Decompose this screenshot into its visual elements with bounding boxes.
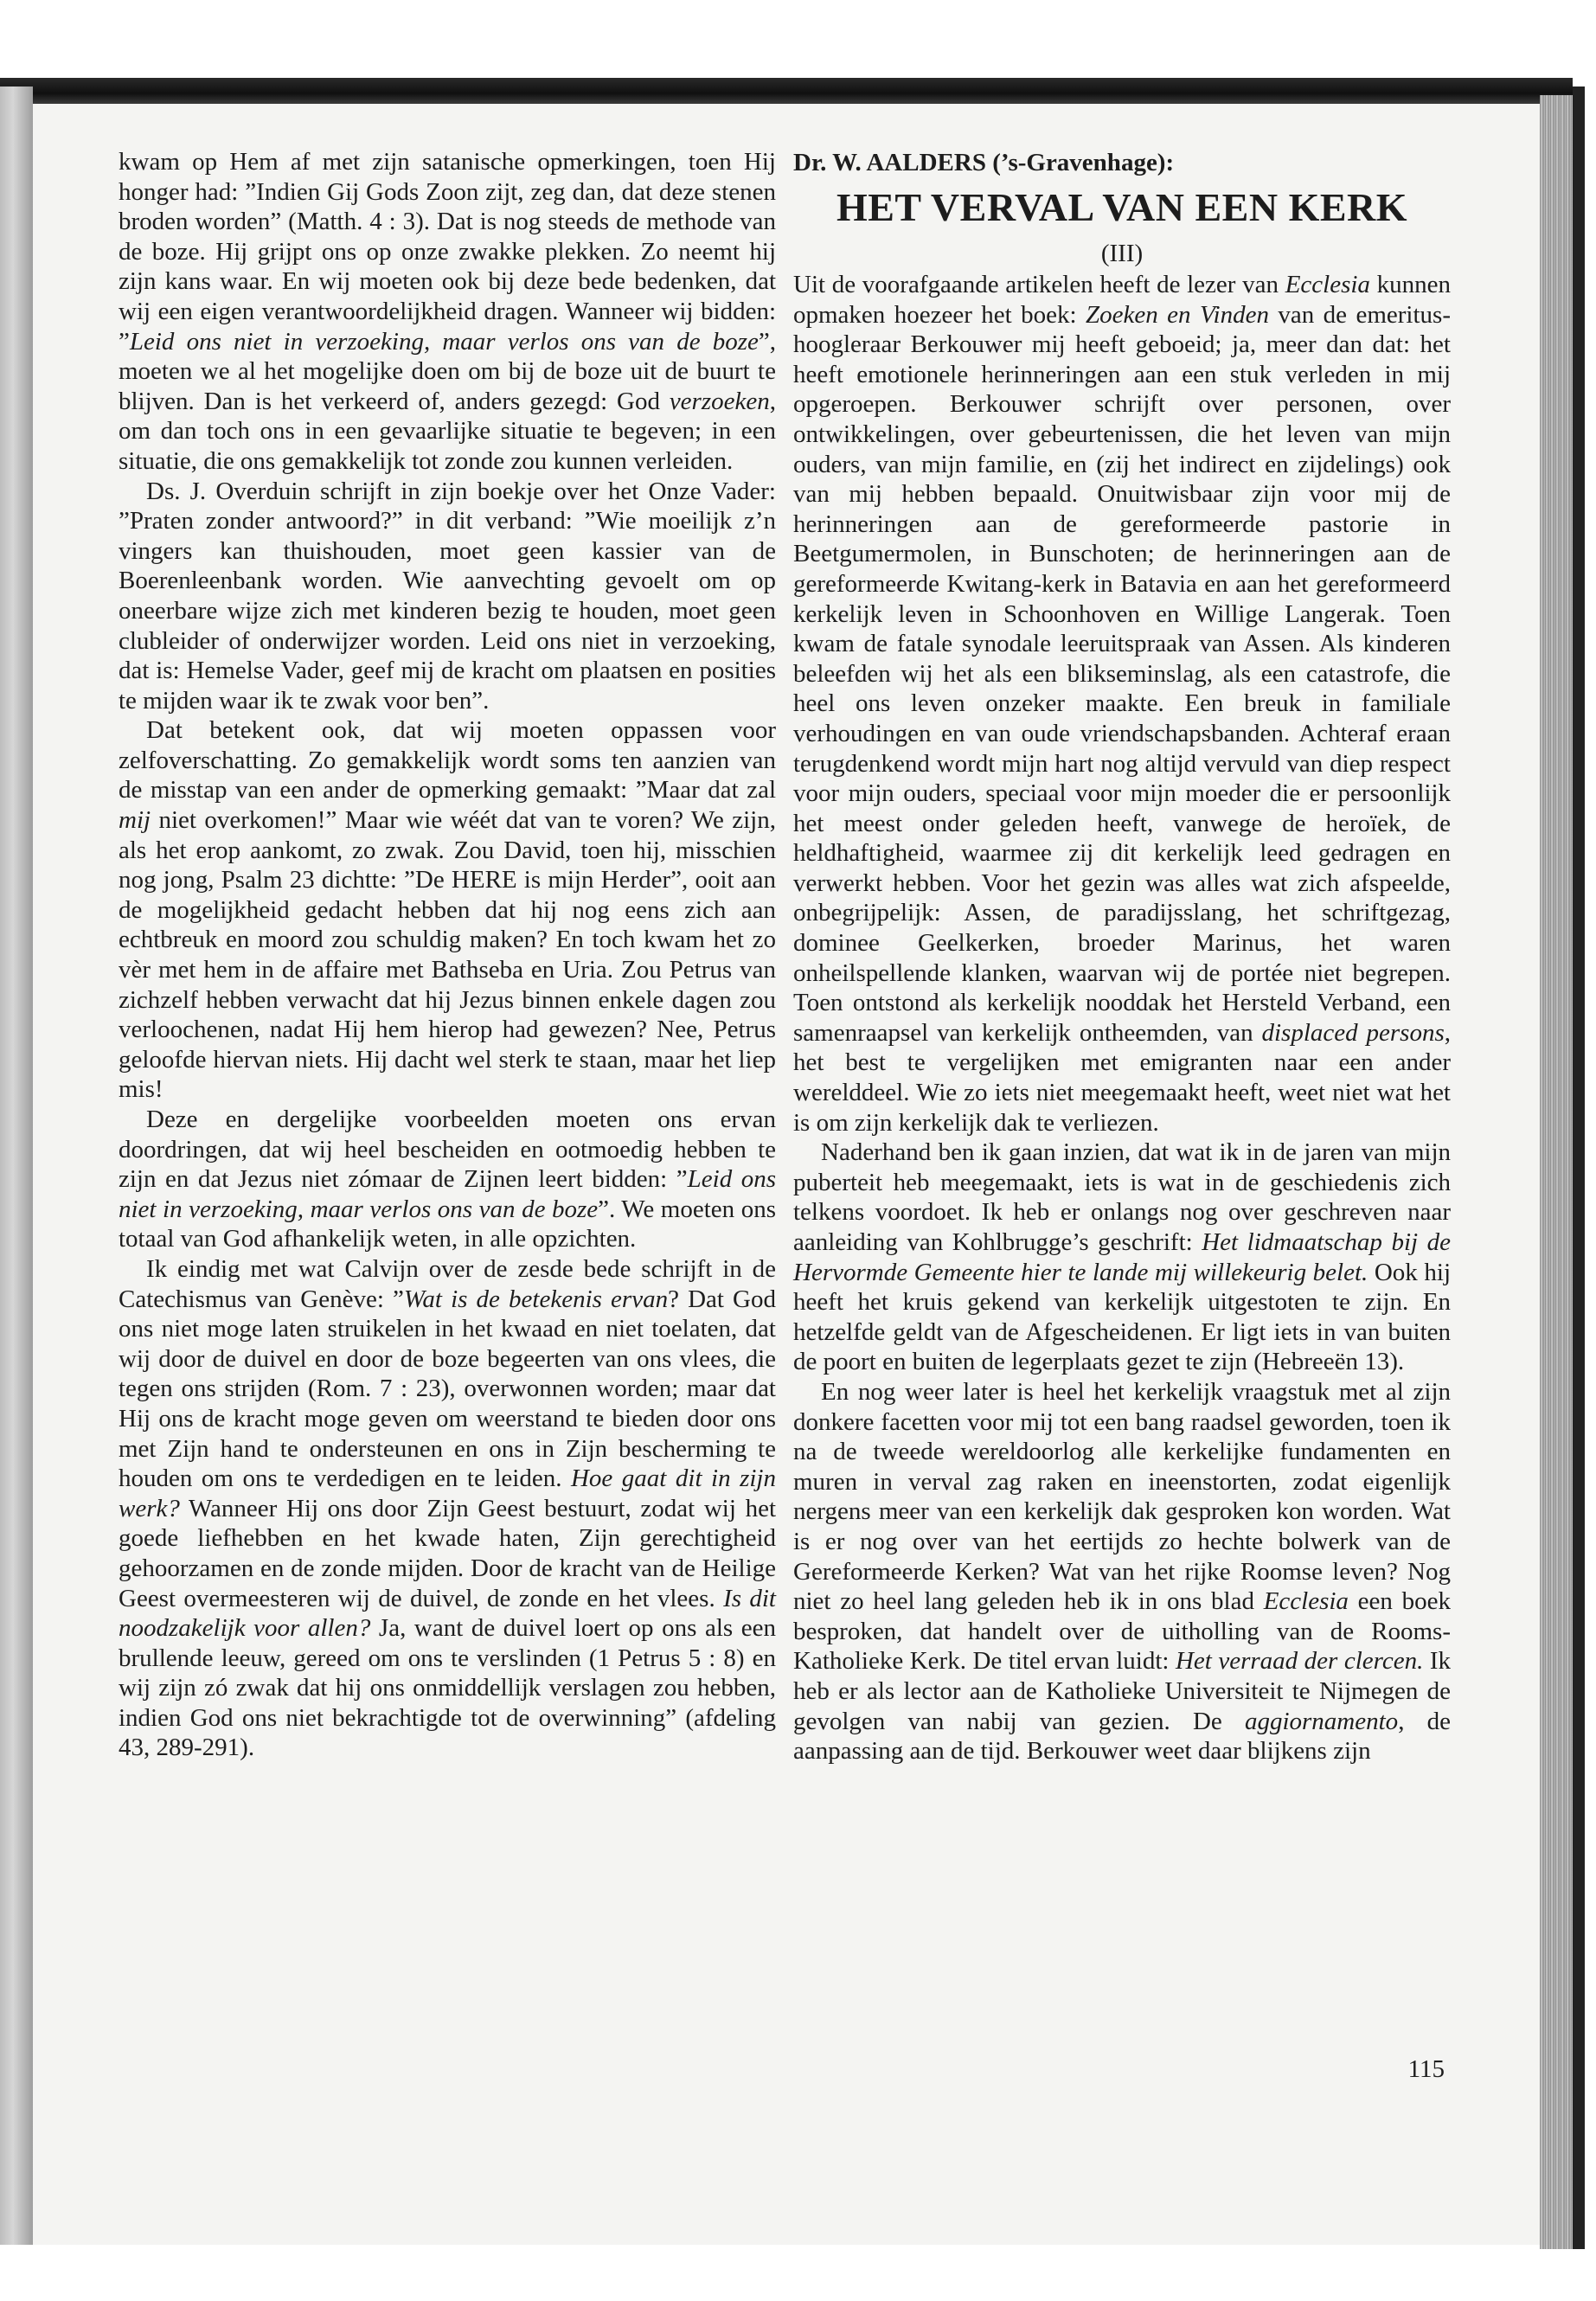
text-run: Dat betekent ook, dat wij moeten oppassen voor zelfoverschatting. Zo gemakkelijk wordt soms ten aanzien van de misstap van een ander de opmerking gemaakt: ”Maar dat zal [119, 716, 776, 804]
text-run: Ik heb er als lector aan de Katholieke Universiteit te Nijmegen de gevolgen van nabij van gezien. De [793, 1647, 1451, 1735]
text-run: Ja, want de duivel loert op ons als een brullende leeuw, gereed om ons te verslinden (1 Petrus 5 : 8) en wij zijn zó zwak dat hij ons onmiddellijk verslagen zou hebben, indien God ons niet bekrachtigde tot de overwinning” (afdeling 43, 289-291). [119, 1614, 776, 1762]
scan-border-left [0, 87, 33, 2245]
text-run: kwam op Hem af met zijn satanische opmerkingen, toen Hij honger had: ”Indien Gij Gods Zoon zijt, zeg dan, dat deze stenen broden worden” (Matth. 4 : 3). Dat is nog steeds de methode van de boze. Hij grijpt ons op onze zwakke plekken. Zo neemt hij zijn kans waar. En wij moeten ook bij deze bede bedenken, dat wij een eigen verantwoordelijkheid dragen. Wanneer wij bidden: ” [119, 148, 776, 356]
text-run: ”, moeten we al het mogelijke doen om bij de boze uit de buurt te blijven. Dan is het verkeerd of, anders gezegd: God [119, 327, 776, 415]
left-paragraph-5 [119, 1254, 776, 1763]
left-column [119, 147, 776, 1763]
italic-term: aggiornamento [1244, 1707, 1399, 1735]
text-run: niet overkomen!” Maar wie wéét dat van te voren? We zijn, als het erop aankomt, zo zwak. Zou David, toen hij, misschien nog jong, Psalm 23 dichtte: ”De HERE is mijn Herder”, ooit aan de mogelijkheid gedacht hebben dat hij nog eens zich aan echtbreuk en moord zou schuldig maken? En toch kwam het zo vèr met hem in de affaire met Bathseba en Uria. Zou Petrus van zichzelf hebben verwacht dat hij Jezus binnen enkele dagen zou verloochenen, nadat Hij hem hierop had gewezen? Nee, Petrus geloofde hiervan niets. Hij dacht wel sterk te staan, maar het liep mis! [119, 806, 776, 1104]
left-paragraph-2: Ds. J. Overduin schrijft in zijn boekje over het Onze Vader: ”Praten zonder antwoord?” in dit verband: ”Wie moeilijk z’n vingers kan thuishouden, moet geen kassier van de Boerenleenbank worden. Wie aanvechting gevoelt om op oneerbare wijze zich met kinderen bezig te houden, moet geen clubleider of onderwijzer worden. Leid ons niet in verzoeking, dat is: Hemelse Vader, geef mij de kracht om plaatsen en posities te mijden waar ik te zwak voor ben”. [119, 477, 776, 715]
text-run: van de emeritus-hoogleraar Berkouwer mij heeft geboeid; ja, meer dan dat: het heeft emotionele herinneringen aan een stuk verleden in mij opgeroepen. Berkouwer schrijft over personen, over ontwikkelingen, over gebeurtenissen, die het leven van mijn ouders, van mijn familie, en (zij het indirect en zijdelings) ook van mij hebben bepaald. Onuitwisbaar zijn voor mij de herinneringen aan de gereformeerde pastorie in Beetgumermolen, in Bunschoten; de herinneringen aan de gereformeerde Kwitang-kerk in Batavia en aan het gereformeerd kerkelijk leven in Schoonhoven en Willige Langerak. Toen kwam de fatale synodale leeruitspraak van Assen. Als kinderen beleefden wij het als een blikseminslag, als een catastrofe, die heel ons leven onzeker maakte. Een breuk in familiale verhoudingen en van oude vriendschapsbanden. Achteraf eraan terugdenkend wordt mijn hart nog altijd vervuld van diep respect voor mijn ouders, speciaal voor mijn moeder die er persoonlijk het meest onder geleden heeft, vanwege de heroïek, de heldhaftigheid, waarmee zij dit kerkelijk leed gedragen en verwerkt hebben. Voor het gezin was alles wat zich afspeelde, onbegrijpelijk: Assen, de paradijsslang, het schriftgezag, dominee Geelkerken, broeder Marinus, het waren onheilspellende klanken, waarvan wij de portée niet begrepen. Toen ontstond als kerkelijk nooddak het Hersteld Verband, een samenraapsel van kerkelijk ontheemden, van [793, 300, 1451, 1047]
text-run: Ook hij heeft het kruis gekend van kerkelijk uitgestoten te zijn. En hetzelfde geldt van de Afgescheidenen. Er ligt iets in van buiten de poort en buiten de legerplaats gezet te zijn (Hebreeën 13). [793, 1258, 1451, 1376]
left-paragraph-4 [119, 1105, 776, 1254]
text-run: een boek besproken, dat handelt over de uitholling van de Rooms-Katholieke Kerk. De titel ervan luidt: [793, 1587, 1451, 1676]
text-run: Naderhand ben ik gaan inzien, dat wat ik in de jaren van mijn puberteit heb meegemaakt, iets is wat in de geschiedenis zich telkens voordoet. Ik heb er onlangs nog over geschreven naar aanleiding van Kohlbrugge’s geschrift: [793, 1138, 1451, 1256]
article-part-number: (III) [1100, 240, 1144, 267]
italic-quote: Leid ons niet in verzoeking, maar verlos ons van de boze [119, 1165, 777, 1223]
scan-border-top [0, 78, 1573, 104]
text-run: , het best te vergelijken met emigranten naar een ander werelddeel. Wie zo iets niet meegemaakt heeft, weet niet wat het is om zijn kerkelijk dak te verliezen. [793, 1018, 1452, 1137]
book-page-edges [1540, 95, 1573, 2249]
italic-book-title: Zoeken en Vinden [1086, 300, 1269, 329]
author-byline: Dr. W. AALDERS (’s-Gravenhage): [793, 149, 1175, 176]
text-run: kunnen opmaken hoezeer het boek: [793, 271, 1451, 329]
italic-book-title: Het lidmaatschap bij de Hervormde Gemeente hier te lande mij willekeurig belet. [793, 1228, 1451, 1286]
page-number: 115 [1407, 2055, 1445, 2083]
italic-book-title: Het verraad der clercen. [1175, 1647, 1424, 1676]
italic-question: Hoe gaat dit in zijn werk? [119, 1465, 776, 1522]
italic-word: mij [119, 806, 151, 835]
italic-journal-name: Ecclesia [1285, 271, 1370, 298]
left-paragraph-3 [119, 715, 776, 1105]
italic-quote: Leid ons niet in verzoeking, maar verlos ons van de boze [129, 327, 759, 356]
right-paragraph-2 [793, 1138, 1451, 1377]
right-column [793, 147, 1451, 1766]
italic-question: Is dit noodzakelijk voor allen? [119, 1584, 776, 1643]
text-run: Uit de voorafgaande artikelen heeft de lezer van [793, 271, 1285, 298]
text-run: En nog weer later is heel het kerkelijk vraagstuk met al zijn donkere facetten voor mij tot een bang raadsel geworden, toen ik na de tweede wereldoorlog alle kerkelijke fundamenten en muren in verval zag raken en ineenstorten, zodat eigenlijk nergens meer van een kerkelijk dak gesproken kon worden. Wat is er nog over van het eertijds zo hechte bolwerk van de Gereformeerde Kerken? Wat van het rijke Roomse leven? Nog niet zo heel lang geleden heb ik in ons blad [793, 1377, 1451, 1616]
text-run: Wanneer Hij ons door Zijn Geest bestuurt, zodat wij het goede liefhebben en het kwade haten, Zijn gerechtigheid gehoorzamen en de zonde mijden. Door de kracht van de Heilige Geest overmeesteren wij de duivel, de zonde en het vlees. [119, 1494, 776, 1612]
italic-question: Wat is de betekenis ervan [403, 1285, 669, 1313]
book-spine-shadow [1573, 87, 1585, 2249]
right-paragraph-3 [793, 1377, 1451, 1766]
text-run: Ik eindig met wat Calvijn over de zesde bede schrijft in de Catechismus van Genève: ” [119, 1254, 776, 1313]
text-run: , de aanpassing aan de tijd. Berkouwer weet daar blijkens zijn [793, 1707, 1452, 1766]
left-paragraph-1 [119, 147, 776, 477]
italic-phrase: displaced persons [1261, 1018, 1445, 1047]
italic-word: verzoeken [669, 387, 770, 415]
text-run: ? Dat God ons niet moge laten struikelen in het kwaad en niet toelaten, dat wij door de duivel en door de boze begeerten van ons vlees, die tegen ons strijden (Rom. 7 : 23), overwonnen worden; maar dat Hij ons de kracht moge geven om weerstand te bieden door ons met Zijn hand te ondersteunen en ons in Zijn bescherming te houden om ons te verdedigen en te leiden. [119, 1285, 777, 1493]
right-paragraph-1 [793, 270, 1451, 1138]
text-run: , om dan toch ons in een gevaarlijke situatie te begeven; in een situatie, die ons gemakkelijk tot zonde zou kunnen verleiden. [119, 387, 776, 475]
text-run: Deze en dergelijke voorbeelden moeten ons ervan doordringen, dat wij heel bescheiden en ootmoedig hebben te zijn en dat Jezus niet zómaar de Zijnen leert bidden: ” [119, 1106, 776, 1194]
text-run: ”. We moeten ons totaal van God afhankelijk weten, in alle opzichten. [119, 1195, 776, 1253]
article-title: HET VERVAL VAN EEN KERK [836, 185, 1408, 229]
italic-journal-name: Ecclesia [1263, 1587, 1349, 1616]
